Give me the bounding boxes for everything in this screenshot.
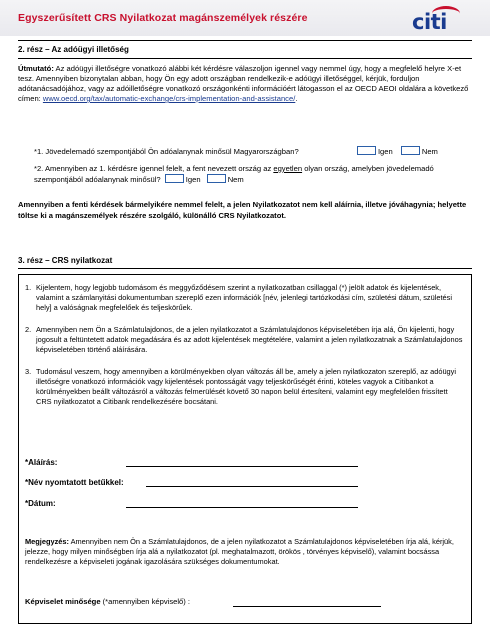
note-paragraph (25, 537, 465, 567)
document-header (0, 0, 490, 36)
section3-title: 3. rész – CRS nyilatkozat (18, 256, 113, 265)
signature-line[interactable] (126, 466, 358, 467)
item-number: 1. (25, 283, 32, 292)
section2-rule (18, 58, 472, 59)
q2-yes-checkbox[interactable] (165, 174, 184, 183)
declaration-item-1 (25, 283, 465, 313)
document-title: Egyszerűsített CRS Nyilatkozat magánszemélyek részére (18, 12, 308, 24)
top-rule (18, 40, 472, 41)
question-1-text: *1. Jövedelemadó szempontjából Ön adóalanynak minősül Magyarországban? (34, 147, 299, 156)
capacity-label: Képviselet minősége (25, 597, 101, 606)
item-number: 2. (25, 325, 32, 334)
question-2 (34, 164, 464, 185)
q2-no-checkbox[interactable] (207, 174, 226, 183)
q2-yes-label: Igen (185, 175, 201, 184)
declaration-item-3 (25, 367, 465, 407)
signature-label: *Aláírás: (25, 458, 58, 467)
date-line[interactable] (126, 507, 358, 508)
note-label: Megjegyzés: (25, 537, 69, 546)
instruction-label: Útmutató: (18, 64, 54, 73)
question-2-text-b: olyan ország, amelyben jövedelemadó szempontjából adóalanynak minősül? (34, 164, 434, 184)
q1-yes-label: Igen (377, 147, 393, 156)
oecd-link[interactable]: www.oecd.org/tax/automatic-exchange/crs-implementation-and-assistance/ (42, 94, 296, 103)
section3-rule (18, 268, 472, 269)
item-text: Kijelentem, hogy legjobb tudomásom és meggyőződésem szerint a nyilatkozatban csillaggal (*) jelölt adatok és kijelentések, valamint a számlanyitási dokumentumban szereplő ezen információk [név, jelenlegi tartózkodási cím, születési dátum, születési hely] a valóságnak megfelelőek és teljeskörűek. (36, 283, 452, 312)
instruction-end: . (295, 94, 298, 103)
date-label: *Dátum: (25, 499, 56, 508)
item-text: Tudomásul veszem, hogy amennyiben a körülményekben olyan változás áll be, amely a jelen nyilatkozaton szereplő, az adóügyi illetőségre vonatkozó információk vagy kijelentések pontosságát vagy teljeskörűségét érinti, köteles vagyok a Citibankot a körülményekben beállt változásról a változás felmerülését követő 30 napon belül értesíteni, valamint egy megfelelően frissített CRS nyilatkozatot a Citibank rendelkezésére bocsátani. (36, 367, 456, 406)
question-2-text-underlined: egyetlen (273, 164, 303, 173)
logo-text: citi (412, 10, 447, 34)
item-number: 3. (25, 367, 32, 376)
name-label: *Név nyomtatott betűkkel: (25, 478, 124, 487)
declaration-box (18, 274, 472, 624)
q1-no-checkbox[interactable] (401, 146, 420, 155)
instruction-paragraph (18, 64, 472, 104)
question-2-text-a: *2. Amennyiben az 1. kérdésre igennel felelt, a fent nevezett ország az (34, 164, 274, 173)
citi-logo (412, 6, 474, 34)
warning-paragraph: Amennyiben a fenti kérdések bármelyikére nemmel felelt, a jelen Nyilatkozatot nem kell aláírnia, illetve jóváhagynia; helyette töltse ki a magánszemélyek részére szolgáló, különálló CRS Nyilatkozatot. (18, 200, 467, 220)
capacity-suffix: (*amennyiben képviselő) : (100, 597, 191, 606)
section2-title: 2. rész – Az adóügyi illetőség (18, 45, 129, 54)
name-line[interactable] (146, 486, 358, 487)
note-text: Amennyiben nem Ön a Számlatulajdonos, de a jelen nyilatkozatot a Számlatulajdonos képviseletében írja alá, kérjük, jelezze, hogy milyen minőségben írja alá a nyilatkozatot (pl. meghatalmazott, örökös , törvényes képviselő), valamint bocsássa rendelkezésre a képviseleti jogának igazolására szükséges dokumentumokat. (25, 537, 454, 566)
instruction-text: Az adóügyi illetőségre vonatkozó alábbi két kérdésre válaszoljon igennel vagy nemmel úgy, hogy a megfelelő helyre X-et tesz. Amennyiben bizonytalan abban, hogy Ön egy adott országban rendelkezik-e adóügyi illetőséggel, kérjük, forduljon adótanácsadójához, vagy az adóilletőségre vonatkozó országonkénti információért látogasson el az OECD AEOI oldalára a következő címen: (18, 64, 469, 103)
q2-no-label: Nem (227, 175, 244, 184)
declaration-item-2 (25, 325, 465, 355)
item-text: Amennyiben nem Ön a Számlatulajdonos, de a jelen nyilatkozatot a Számlatulajdonos képviseletében írja alá, Ön kijelenti, hogy jogosult a feltüntetett adatok megadására és az adott kijelentések megtételére, valamint a jelen nyilatkozatnak a Számlatulajdonos képviseletében történő aláírására. (36, 325, 463, 354)
question-1 (34, 146, 438, 157)
capacity-line[interactable] (233, 606, 381, 607)
q1-yes-checkbox[interactable] (357, 146, 376, 155)
q1-no-label: Nem (421, 147, 438, 156)
